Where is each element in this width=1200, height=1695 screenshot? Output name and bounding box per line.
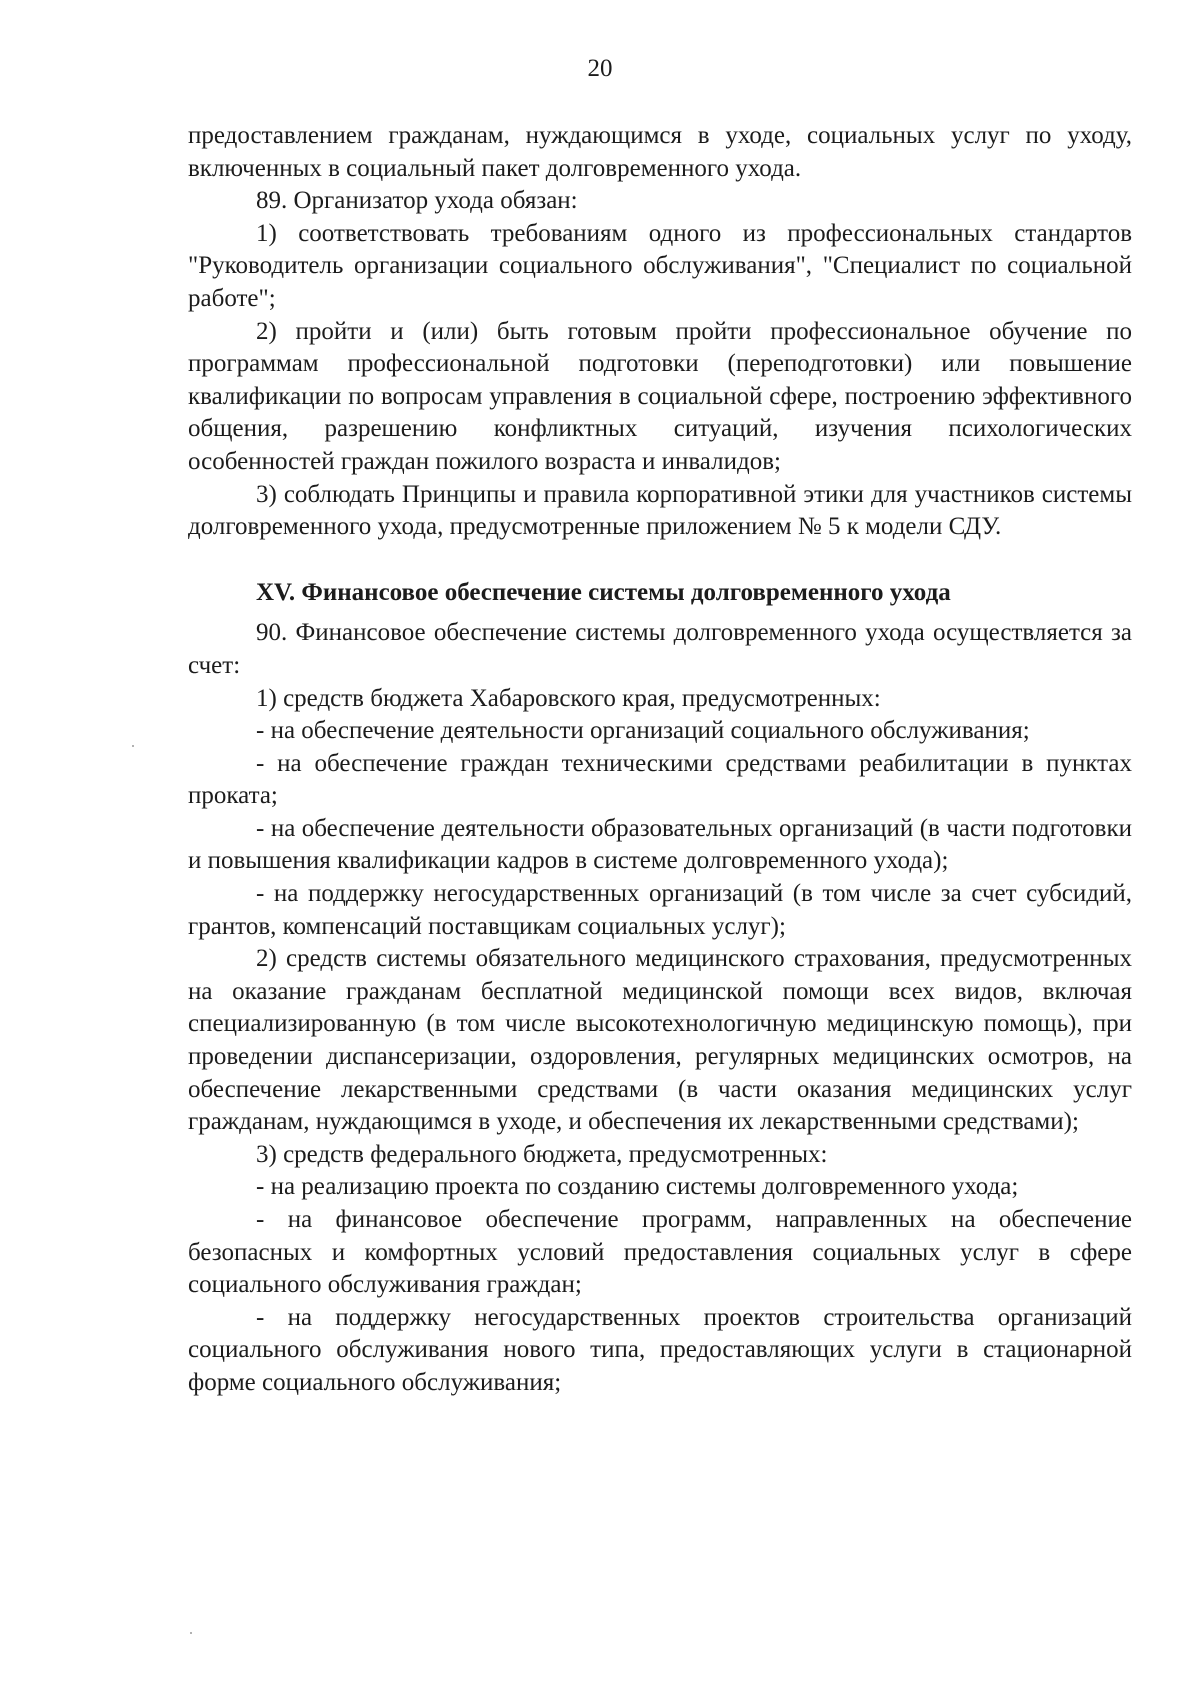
scan-speck	[190, 1632, 192, 1634]
paragraph-item-90-3: 3) средств федерального бюджета, предусмотренных:	[256, 1140, 828, 1168]
paragraph-item-89-2: 2) пройти и (или) быть готовым пройти профессиональное обучение по программам профессиональной подготовки (переподготовки) или повышение квалификации по вопросам управления в социальной сфере, построению эффективного общения, разрешению конфликтных ситуаций, изучения психологических особенностей граждан пожилого возраста и инвалидов;	[188, 317, 1132, 475]
paragraph-bullet: - на поддержку негосударственных организаций (в том числе за счет субсидий, грантов, компенсаций поставщикам социальных услуг);	[188, 880, 1132, 940]
paragraph-bullet: - на обеспечение деятельности организаций социального обслуживания;	[256, 717, 1030, 745]
paragraph-bullet: - на реализацию проекта по созданию системы долговременного ухода;	[256, 1173, 1019, 1201]
paragraph-item-90: 90. Финансовое обеспечение системы долговременного ухода осуществляется за счет:	[188, 619, 1132, 679]
paragraph-item-90-1: 1) средств бюджета Хабаровского края, предусмотренных:	[256, 684, 881, 712]
paragraph-bullet: - на обеспечение граждан техническими средствами реабилитации в пунктах проката;	[188, 749, 1132, 810]
paragraph-bullet: - на обеспечение деятельности образовательных организаций (в части подготовки и повышения квалификации кадров в системе долговременного ухода);	[188, 814, 1132, 875]
paragraph-item-90-2: 2) средств системы обязательного медицинского страхования, предусмотренных на оказание гражданам бесплатной медицинской помощи всех видов, включая специализированную (в том числе высокотехнологичную медицинскую помощь), при проведении диспансеризации, оздоровления, регулярных медицинских осмотров, на обеспечение лекарственными средствами (в части оказания медицинских услуг гражданам, нуждающимся в уходе, и обеспечения их лекарственными средствами);	[188, 945, 1132, 1136]
document-body	[188, 120, 1132, 1400]
paragraph-item-89-1: 1) соответствовать требованиям одного из профессиональных стандартов "Руководитель организации социального обслуживания", "Специалист по социальной работе";	[188, 219, 1132, 312]
page-number: 20	[587, 55, 613, 82]
paragraph-bullet: - на финансовое обеспечение программ, направленных на обеспечение безопасных и комфортных условий предоставления социальных услуг в сфере социального обслуживания граждан;	[188, 1206, 1132, 1299]
paragraph-item-89: 89. Организатор ухода обязан:	[256, 187, 578, 215]
paragraph-item-89-3: 3) соблюдать Принципы и правила корпоративной этики для участников системы долговременного ухода, предусмотренные приложением № 5 к модели СДУ.	[188, 480, 1132, 541]
section-heading: XV. Финансовое обеспечение системы долговременного ухода	[256, 578, 951, 606]
scan-speck	[132, 745, 134, 747]
paragraph-continuation: предоставлением гражданам, нуждающимся в уходе, социальных услуг по уходу, включенных в социальный пакет долговременного ухода.	[188, 122, 1132, 182]
paragraph-bullet: - на поддержку негосударственных проектов строительства организаций социального обслуживания нового типа, предоставляющих услуги в стационарной форме социального обслуживания;	[188, 1303, 1132, 1396]
